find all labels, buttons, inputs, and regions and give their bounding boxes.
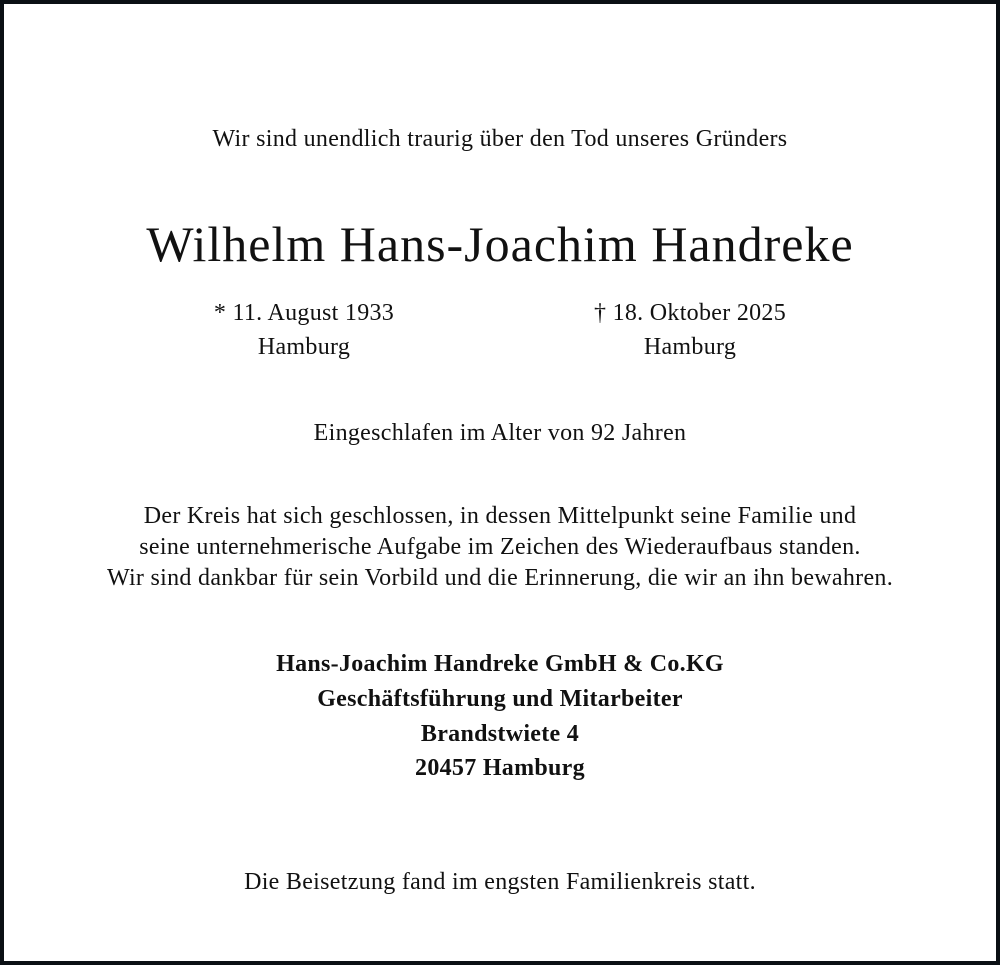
paragraph-line: seine unternehmerische Aufgabe im Zeichen des Wiederaufbaus standen. — [139, 534, 861, 560]
intro-text: Wir sind unendlich traurig über den Tod unseres Gründers — [212, 126, 788, 152]
birth-date: * 11. August 1933 — [213, 300, 395, 326]
death-date: † 18. Oktober 2025 — [593, 300, 787, 326]
deceased-name: Wilhelm Hans-Joachim Handreke — [146, 216, 854, 272]
paragraph-line: Der Kreis hat sich geschlossen, in dessen Mittelpunkt seine Familie und — [143, 503, 857, 529]
address-street: Brandstwiete 4 — [420, 721, 580, 747]
birth-info — [124, 296, 484, 364]
signature-line: Geschäftsführung und Mitarbeiter — [317, 686, 683, 712]
death-place: Hamburg — [643, 334, 737, 360]
death-info — [510, 296, 870, 364]
footer-text: Die Beisetzung fand im engsten Familienkreis statt. — [244, 869, 756, 895]
age-line: Eingeschlafen im Alter von 92 Jahren — [313, 420, 687, 446]
address-city: 20457 Hamburg — [415, 755, 585, 781]
birth-place: Hamburg — [257, 334, 351, 360]
company-name: Hans-Joachim Handreke GmbH & Co.KG — [276, 651, 724, 677]
paragraph-line: Wir sind dankbar für sein Vorbild und die Erinnerung, die wir an ihn bewahren. — [106, 565, 894, 591]
